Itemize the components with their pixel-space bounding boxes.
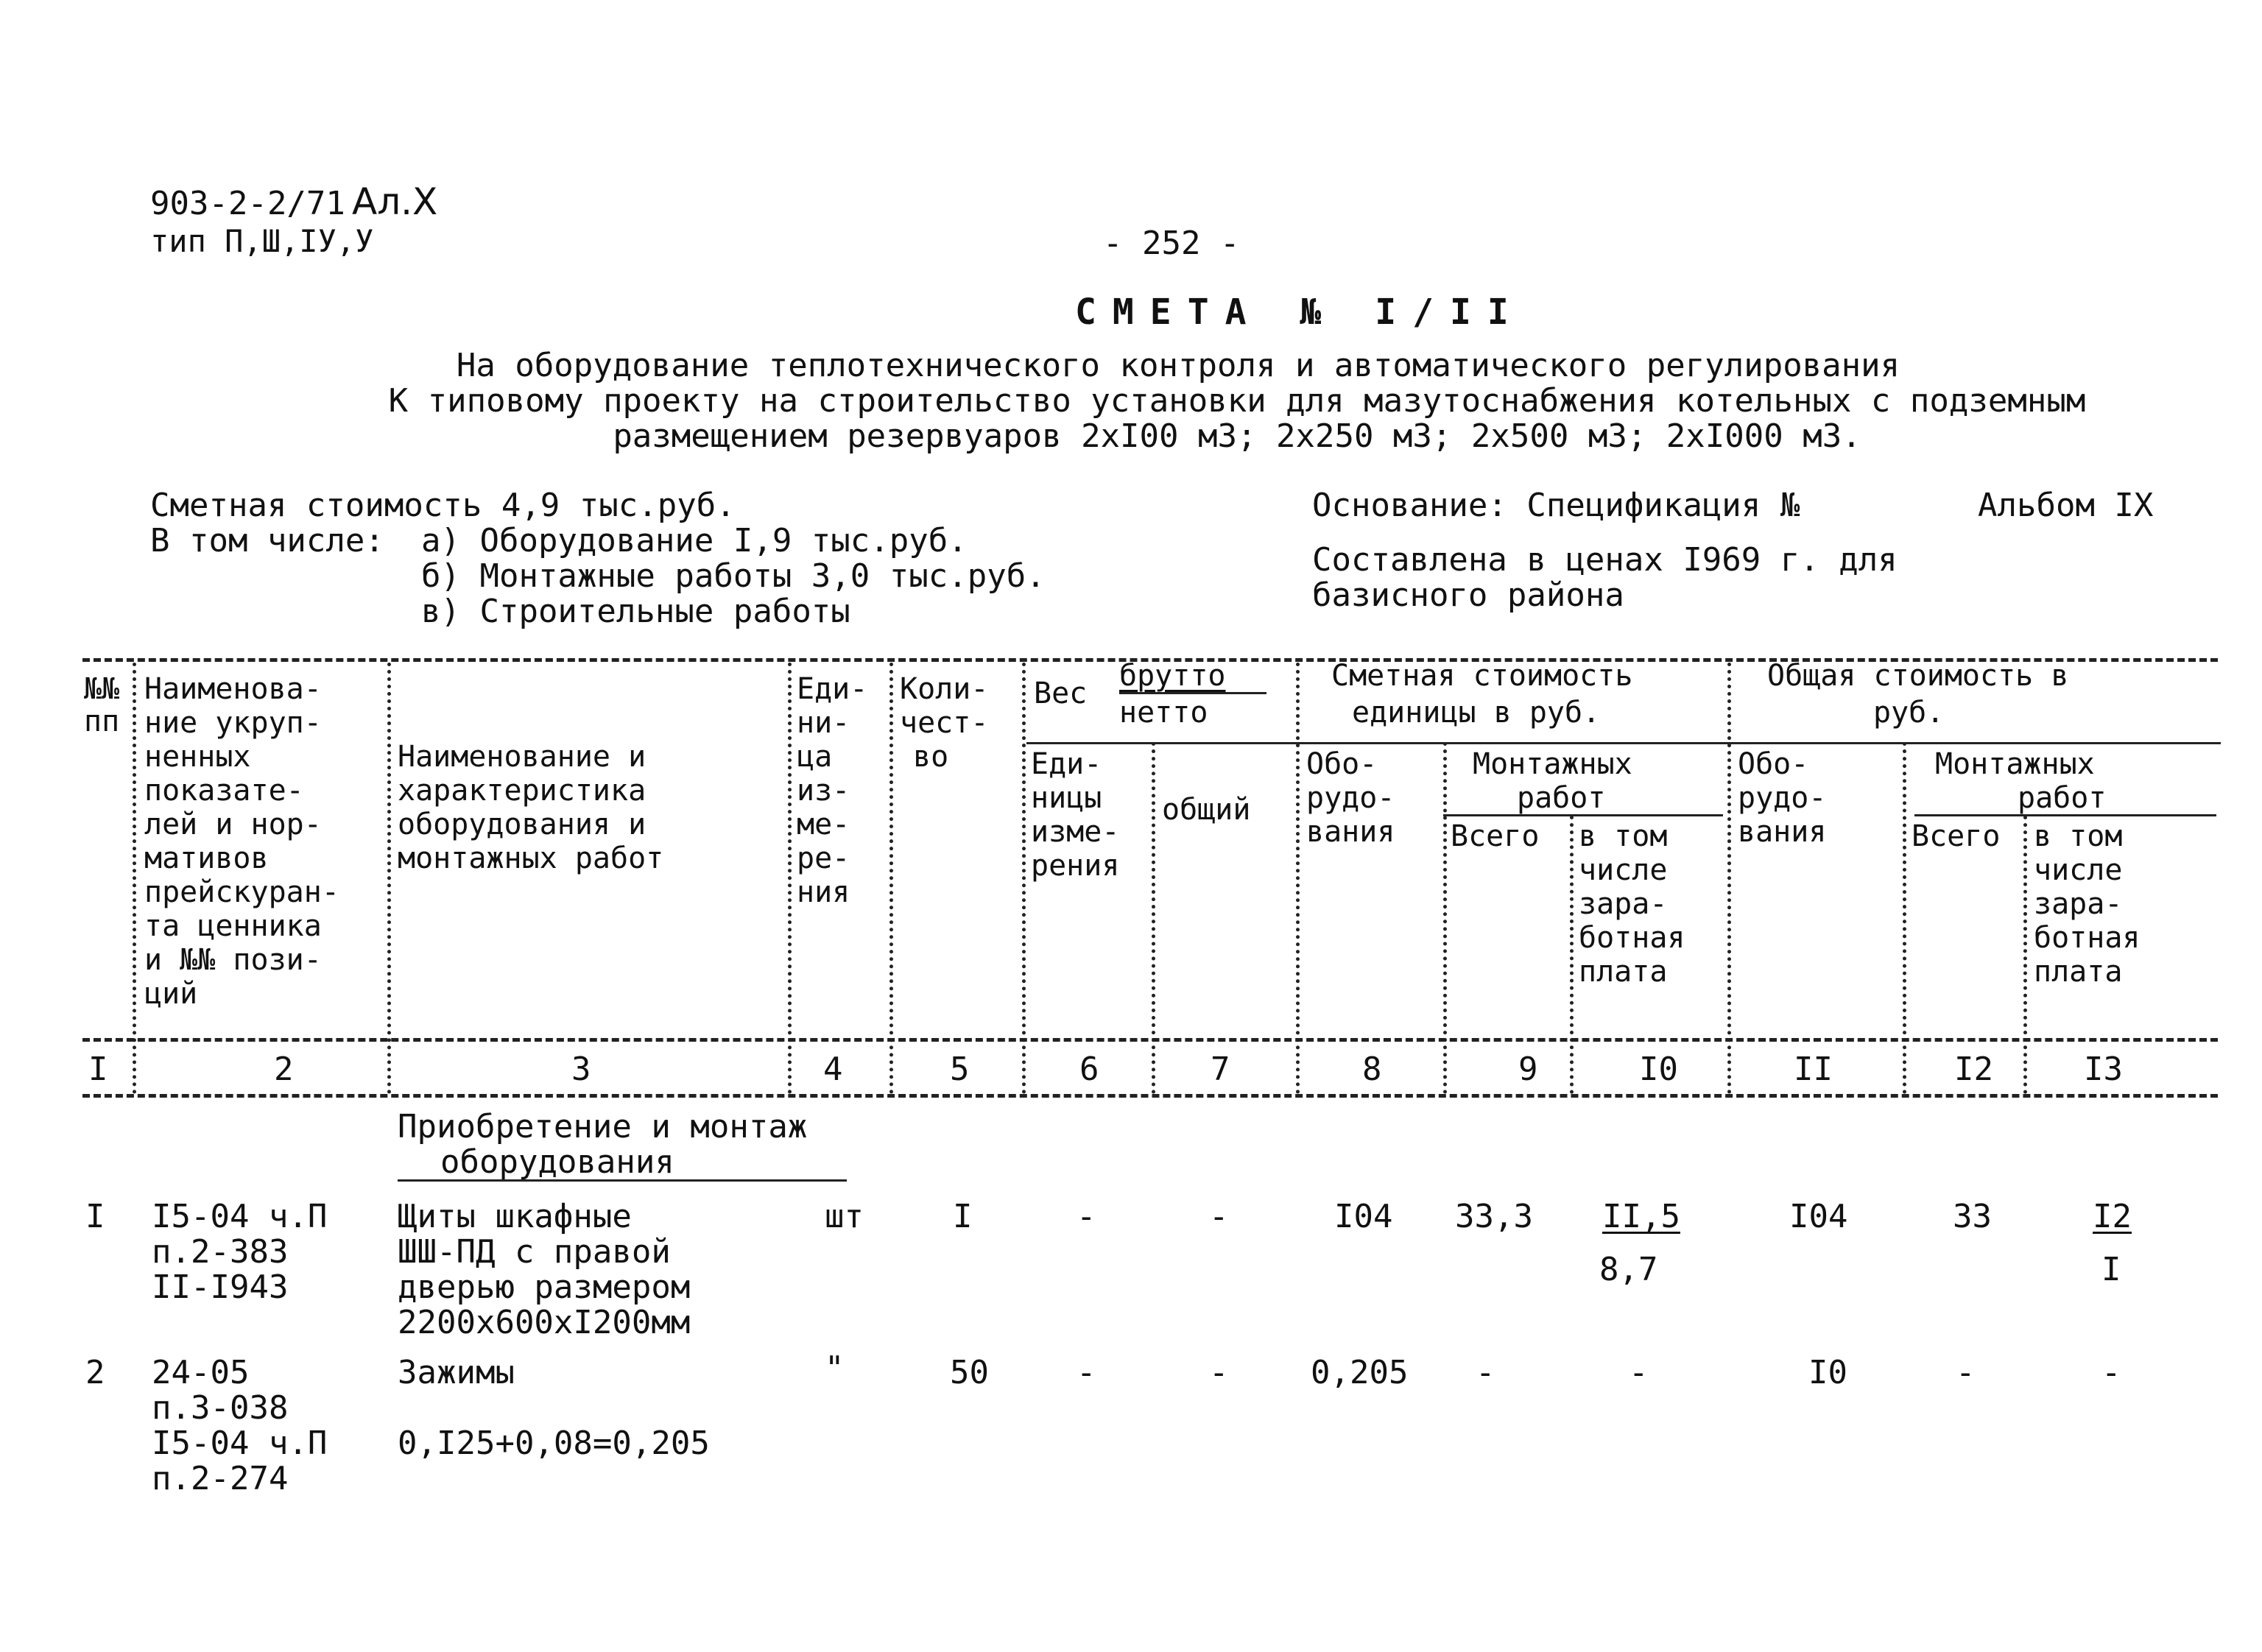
hdr-total-wage-line: в том [2034,819,2123,853]
hdr-indicator-line: показате- [144,774,304,808]
hdr-qty-line: во [913,740,949,774]
row-total-equip: I04 [1789,1198,1848,1235]
row-unit-wage: - [1629,1354,1649,1391]
hdr-unit-cost-line: Сметная стоимость [1331,659,1633,693]
numbers-bottom-rule [82,1094,2218,1098]
estimate-title: СМЕТА № I/II [1075,292,1525,333]
row-total-mount: 33 [1953,1198,1992,1235]
row-name-line: 0,I25+0,08=0,205 [398,1425,710,1462]
hdr-qty-line: чест- [900,706,989,740]
hdr-indicator-line: ненных [144,740,251,774]
row-code-line: п.2-274 [152,1460,289,1497]
subtitle-line-3: размещением резервуаров 2хI00 м3; 2х250 м3; 2х500 м3; 2хI000 м3. [613,417,1861,455]
col-divider-2 [387,663,391,1094]
hdr-num-1: №№ [84,672,120,706]
hdr-total-wage-line: зара- [2034,887,2123,921]
col-number: 9 [1518,1051,1538,1088]
row-unit: шт [825,1198,864,1235]
hdr-unit-wage-line: плата [1579,955,1668,989]
hdr-unit-wage-line: зара- [1579,887,1668,921]
col-divider-11 [1903,742,1906,1094]
row-total-wage-sub: I [2101,1251,2121,1288]
row-qty: I [953,1198,973,1235]
hdr-unit-equip-line: рудо- [1306,781,1395,815]
row-weight-total: - [1209,1354,1229,1391]
col-divider-12 [2023,816,2027,1094]
hdr-total-wage-line: плата [2034,955,2123,989]
hdr-unit-all: Всего [1451,819,1540,853]
col-number: 6 [1079,1051,1099,1088]
hdr-total-all: Всего [1912,819,2001,853]
hdr-unit-equip-line: Обо- [1306,747,1378,781]
hdr-name-line: монтажных работ [398,841,664,875]
row-name-line: Щиты шкафные [398,1198,632,1235]
hdr-total-equip-line: вания [1738,815,1827,849]
row-unit-wage-sub: 8,7 [1599,1251,1658,1288]
row-unit-equip: 0,205 [1311,1354,1409,1391]
row-code-line: п.3-038 [152,1389,289,1427]
hdr-weight-unit-line: рения [1031,849,1120,883]
hdr-weight-total: общий [1162,793,1251,827]
hdr-unit-line: ца [797,740,833,774]
hdr-unit-line: из- [797,774,850,808]
section-title-underline [398,1179,847,1182]
hdr-weight-unit-line: Еди- [1031,747,1102,781]
hdr-weight-gross: брутто [1119,659,1226,693]
hdr-num-2: пп [84,705,120,738]
col-divider-4 [889,663,893,1094]
hdr-total-mount: Монтажных [1935,747,2095,781]
col-number: 8 [1362,1051,1382,1088]
section-title-line-1: Приобретение и монтаж [398,1108,808,1146]
header-sub-rule [1026,742,2221,744]
hdr-weight-net: нетто [1119,696,1208,730]
hdr-indicator-line: ций [144,977,198,1011]
subtitle-line-1: На оборудование теплотехнического контроля и автоматического регулирования [456,347,1900,384]
page-number: - 252 - [1103,225,1240,262]
col-divider-3 [788,663,792,1094]
album-mark: Ал.X [352,180,438,223]
col-number: I [88,1051,108,1088]
hdr-unit-cost-line: единицы в руб. [1352,696,1601,730]
including-label: В том числе: [150,522,384,560]
row-code-line: I5-04 ч.П [152,1425,328,1462]
row-total-wage: - [2101,1354,2121,1391]
col-number: 5 [950,1051,970,1088]
hdr-total-cost-line: Общая стоимость в [1767,659,2069,693]
hdr-indicator-line: Наименова- [144,672,322,706]
hdr-indicator-line: и №№ пози- [144,943,322,977]
hdr-total-works: работ [2018,781,2107,815]
hdr-indicator-line: ние укруп- [144,706,322,740]
hdr-indicator-line: мативов [144,841,269,875]
hdr-unit-mount: Монтажных [1473,747,1632,781]
section-title-line-2: оборудования [440,1143,674,1181]
subtitle-line-2: К типовому проекту на строительство установки для мазутоснабжения котельных с подземным [388,382,2086,420]
header-bottom-rule [82,1038,2218,1042]
row-name-line: дверью размером [398,1268,691,1306]
hdr-weight-unit-line: ницы [1031,781,1102,815]
hdr-name-line: Наименование и [398,740,646,774]
col-number: II [1794,1051,1833,1088]
hdr-unit-line: ре- [797,841,850,875]
hdr-indicator-line: лей и нор- [144,808,322,841]
row-unit-equip: I04 [1334,1198,1393,1235]
row-code-line: II-I943 [152,1268,289,1306]
col-divider-8 [1443,742,1447,1094]
row-unit-mount: 33,3 [1455,1198,1533,1235]
row-unit-mount: - [1476,1354,1495,1391]
estimated-cost: Сметная стоимость 4,9 тыс.руб. [150,487,736,524]
basis-album: Альбом IX [1978,487,2154,524]
document-code: 903-2-2/71 [150,185,345,222]
hdr-unit-wage-line: числе [1579,853,1668,887]
row-total-mount: - [1956,1354,1976,1391]
col-number: 4 [823,1051,843,1088]
hdr-unit-equip-line: вания [1306,815,1395,849]
row-total-equip: I0 [1808,1354,1847,1391]
col-number: 2 [274,1051,294,1088]
row-number: I [85,1198,105,1235]
hdr-total-equip-line: рудо- [1738,781,1827,815]
row-code-line: 24-05 [152,1354,250,1391]
hdr-indicator-line: та ценника [144,909,322,943]
hdr-unit-works: работ [1517,781,1606,815]
hdr-weight-label: Вес [1034,677,1088,710]
row-code-line: п.2-383 [152,1233,289,1271]
basis-spec: Основание: Спецификация № [1312,487,1800,524]
hdr-name-line: характеристика [398,774,646,808]
row-number: 2 [85,1354,105,1391]
col-divider-1 [133,663,136,1094]
hdr-unit-line: Еди- [797,672,868,706]
hdr-total-equip-line: Обо- [1738,747,1809,781]
col-number: I2 [1954,1051,1993,1088]
hdr-unit-line: ни- [797,706,850,740]
col-divider-5 [1022,663,1026,1094]
row-qty: 50 [950,1354,989,1391]
col-divider-9 [1570,816,1574,1094]
hdr-total-wage-line: числе [2034,853,2123,887]
cost-item-b: б) Монтажные работы 3,0 тыс.руб. [421,557,1046,595]
col-divider-6 [1152,742,1155,1094]
col-divider-7 [1296,663,1300,1094]
hdr-total-cost-line: руб. [1873,696,1945,730]
hdr-unit-line: ме- [797,808,850,841]
hdr-unit-wage-line: в том [1579,819,1668,853]
hdr-weight-unit-line: изме- [1031,815,1120,849]
hdr-qty-line: Коли- [900,672,989,706]
row-name-line: Зажимы [398,1354,515,1391]
hdr-unit-line: ния [797,875,850,909]
row-unit: " [825,1349,845,1387]
hdr-name-line: оборудования и [398,808,646,841]
hdr-total-wage-line: ботная [2034,921,2141,955]
col-number: I0 [1639,1051,1678,1088]
row-weight-unit: - [1077,1354,1096,1391]
row-code-line: I5-04 ч.П [152,1198,328,1235]
col-number: 3 [571,1051,591,1088]
row-name-line: 2200х600хI200мм [398,1304,691,1341]
row-weight-total: - [1209,1198,1229,1235]
hdr-unit-wage-line: ботная [1579,921,1685,955]
hdr-indicator-line: прейскуран- [144,875,339,909]
row-weight-unit: - [1077,1198,1096,1235]
col-divider-10 [1727,663,1731,1094]
prices-line-1: Составлена в ценах I969 г. для [1312,541,1898,579]
project-types: тип П,Ш,IУ,У [150,223,374,259]
col-number: 7 [1211,1051,1230,1088]
row-total-wage: I2 [2093,1198,2132,1235]
prices-line-2: базисного района [1312,576,1624,614]
col-number: I3 [2084,1051,2123,1088]
row-name-line: ШШ-ПД с правой [398,1233,671,1271]
cost-item-c: в) Строительные работы [421,593,850,630]
row-unit-wage: II,5 [1602,1198,1680,1235]
cost-item-a: а) Оборудование I,9 тыс.руб. [421,522,968,560]
